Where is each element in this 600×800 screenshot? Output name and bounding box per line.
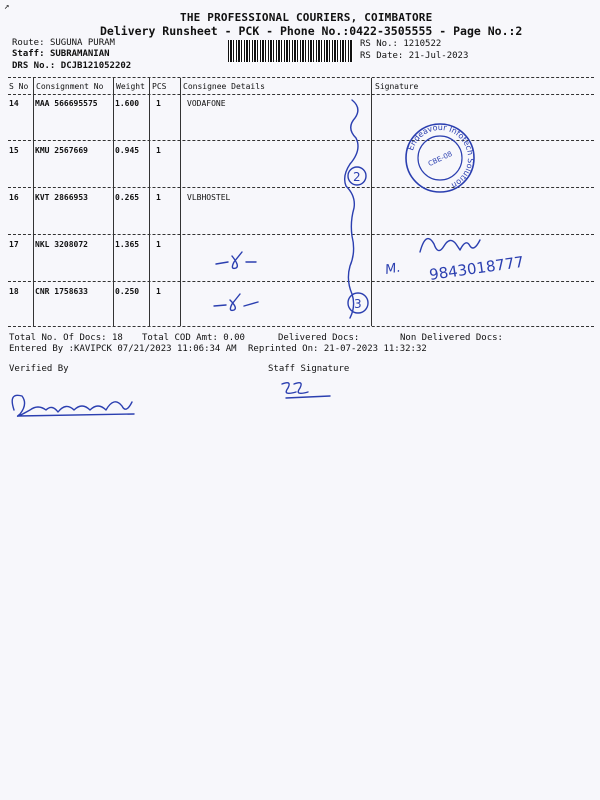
circle-2-text: 2	[353, 170, 361, 184]
staff-label: Staff:	[12, 49, 45, 59]
rs-date-value: 21-Jul-2023	[408, 51, 469, 61]
drs-value: DCJB121052202	[60, 61, 132, 71]
handwritten-signature-row17	[420, 239, 480, 252]
row-pcs: 1	[156, 99, 161, 108]
row-sno: 17	[9, 240, 19, 249]
row-consignment: NKL 3208072	[35, 240, 88, 249]
row-pcs: 1	[156, 287, 161, 296]
row-consignee: VLBHOSTEL	[187, 193, 231, 202]
row-sno: 14	[9, 99, 19, 108]
row-consignment: MAA 566695575	[35, 99, 98, 108]
total-docs: Total No. Of Docs: 18	[9, 333, 123, 343]
total-cod: Total COD Amt: 0.00	[142, 333, 245, 343]
staff-signature-label: Staff Signature	[268, 364, 350, 374]
scribble-row17	[216, 252, 256, 268]
verified-by-signature	[12, 395, 134, 416]
col-header-signature: Signature	[375, 82, 419, 91]
row-consignment: KVT 2866953	[35, 193, 88, 202]
scan-mark: ↗	[4, 2, 10, 12]
col-header-consignee: Consignee Details	[183, 82, 265, 91]
col-header-consignment: Consignment No	[36, 82, 104, 91]
rs-no-label: RS No.:	[360, 39, 398, 49]
row-pcs: 1	[156, 193, 161, 202]
rs-date-label: RS Date:	[360, 51, 404, 61]
reprinted-on: Reprinted On: 21-07-2023 11:32:32	[248, 344, 427, 354]
circle-3-text: 3	[354, 297, 362, 311]
scribble-row18	[214, 294, 258, 310]
stamp-ring-text: Endeavour Infotech Solution	[406, 122, 476, 191]
bracket-mark	[345, 100, 358, 318]
rs-no-value: 1210522	[403, 39, 442, 49]
row-consignment: CNR 1758633	[35, 287, 88, 296]
runsheet-title: Delivery Runsheet - PCK - Phone No.:0422-3505555 - Page No.:2	[100, 24, 523, 38]
row-sno: 15	[9, 146, 19, 155]
drs-label: DRS No.:	[12, 61, 56, 71]
company-name: THE PROFESSIONAL COURIERS, COIMBATORE	[180, 11, 433, 24]
col-header-pcs: PCS	[152, 82, 167, 91]
delivered-docs: Delivered Docs:	[278, 333, 360, 343]
entered-by: Entered By :KAVIPCK 07/21/2023 11:06:34 AM	[9, 344, 237, 354]
route-value: SUGUNA PURAM	[49, 38, 115, 48]
row-weight: 1.600	[115, 99, 140, 108]
verified-by-label: Verified By	[9, 364, 69, 374]
route-label: Route:	[12, 38, 45, 48]
handwritten-phone: 9843018777	[428, 252, 526, 284]
col-header-weight: Weight	[116, 82, 145, 91]
company-stamp	[406, 123, 475, 192]
row-consignee: VODAFONE	[187, 99, 226, 108]
row-weight: 0.265	[115, 193, 140, 202]
row-sno: 18	[9, 287, 19, 296]
non-delivered-docs: Non Delivered Docs:	[400, 333, 503, 343]
staff-signature	[282, 383, 330, 398]
row-pcs: 1	[156, 146, 161, 155]
row-consignment: KMU 2567669	[35, 146, 88, 155]
row-weight: 0.250	[115, 287, 140, 296]
col-header-sno: S No	[9, 82, 29, 91]
staff-value: SUBRAMANIAN	[49, 49, 110, 59]
row-sno: 16	[9, 193, 19, 202]
handwritten-initial: M.	[384, 260, 402, 278]
row-weight: 1.365	[115, 240, 140, 249]
row-weight: 0.945	[115, 146, 140, 155]
row-pcs: 1	[156, 240, 161, 249]
stamp-center: CBE-08	[426, 149, 454, 169]
